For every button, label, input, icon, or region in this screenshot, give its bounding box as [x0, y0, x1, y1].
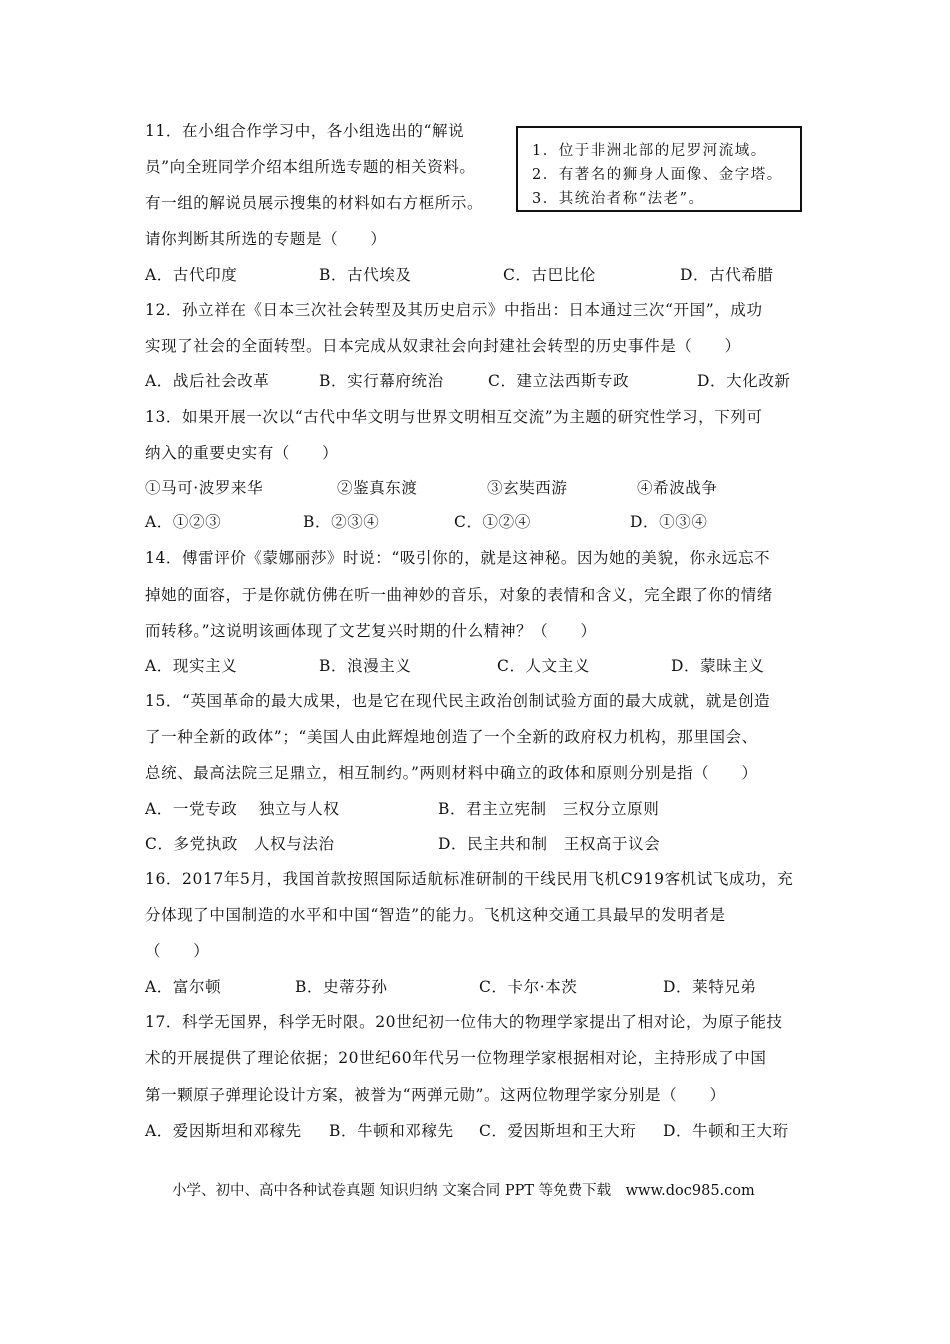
question-17-option-c: C．爱因斯坦和王大珩: [479, 1122, 637, 1140]
question-13-item-4: ④希波战争: [637, 479, 718, 497]
question-13-line-2: 纳入的重要史实有（ ）: [145, 444, 339, 462]
question-15-option-b: B．君主立宪制 三权分立原则: [438, 800, 660, 818]
page-footer: 小学、初中、高中各种试卷真题 知识归纳 文案合同 PPT 等免费下载 www.doc985.com: [172, 1183, 755, 1199]
material-item-1: 1．位于非洲北部的尼罗河流域。: [532, 143, 767, 159]
question-11-option-d: D．古代希腊: [680, 266, 774, 284]
question-17-option-a: A．爱因斯坦和邓稼先: [145, 1122, 302, 1140]
question-17-line-3: 第一颗原子弹理论设计方案，被誉为“两弹元勋”。这两位物理学家分别是（ ）: [145, 1086, 726, 1104]
question-13-item-1: ①马可·波罗来华: [145, 479, 264, 497]
question-14-option-d: D．蒙昧主义: [671, 657, 765, 675]
question-15-line-1: 15．“英国革命的最大成果，也是它在现代民主政治创制试验方面的最大成就，就是创造: [145, 692, 771, 710]
question-14-line-2: 掉她的面容，于是你就仿佛在听一曲神妙的音乐，对象的表情和含义，完全跟了你的情绪: [145, 586, 773, 604]
question-17-option-b: B．牛顿和邓稼先: [329, 1122, 454, 1140]
question-11-option-c: C．古巴比伦: [503, 266, 596, 284]
question-17-line-1: 17．科学无国界，科学无时限。20世纪初一位伟大的物理学家提出了相对论，为原子能技: [145, 1013, 783, 1031]
question-13-option-d: D．①③④: [630, 513, 708, 531]
question-13-line-1: 13．如果开展一次以“古代中华文明与世界文明相互交流”为主题的研究性学习，下列可: [145, 408, 763, 426]
question-12-option-b: B．实行幕府统治: [319, 372, 444, 390]
question-11-line-1: 11．在小组合作学习中，各小组选出的“解说: [145, 122, 465, 140]
question-17-line-2: 术的开展提供了理论依据；20世纪60年代另一位物理学家根据相对论，主持形成了中国: [145, 1049, 767, 1067]
question-11-line-2: 员”向全班同学介绍本组所选专题的相关资料。: [145, 158, 476, 176]
question-13-item-2: ②鉴真东渡: [337, 479, 418, 497]
question-12-line-1: 12．孙立祥在《日本三次社会转型及其历史启示》中指出：日本通过三次“开国”，成功: [145, 301, 763, 319]
question-16-line-2: 分体现了中国制造的水平和中国“智造”的能力。飞机这种交通工具最早的发明者是: [145, 906, 726, 924]
question-15-option-c: C．多党执政 人权与法治: [145, 835, 335, 853]
question-15-line-2: 了一种全新的政体”；“美国人由此辉煌地创造了一个全新的政府权力机构，那里国会、: [145, 728, 758, 746]
question-12-option-d: D．大化改新: [697, 372, 791, 390]
question-16-line-1: 16．2017年5月，我国首款按照国际适航标准研制的干线民用飞机C919客机试飞成功，充: [145, 870, 794, 888]
question-16-option-a: A．富尔顿: [145, 978, 222, 996]
question-13-option-c: C．①②④: [454, 513, 531, 531]
question-11-line-4: 请你判断其所选的专题是（ ）: [145, 230, 387, 248]
question-14-option-c: C．人文主义: [497, 657, 590, 675]
question-14-line-1: 14．傅雷评价《蒙娜丽莎》时说：“吸引你的，就是这神秘。因为她的美貌，你永远忘不: [145, 549, 771, 567]
question-12-option-c: C．建立法西斯专政: [488, 372, 630, 390]
question-11-line-3: 有一组的解说员展示搜集的材料如右方框所示。: [145, 194, 484, 212]
question-14-option-b: B．浪漫主义: [319, 657, 412, 675]
question-11-option-b: B．古代埃及: [319, 266, 412, 284]
question-16-option-d: D．莱特兄弟: [663, 978, 757, 996]
question-17-option-d: D．牛顿和王大珩: [663, 1122, 789, 1140]
question-12-option-a: A．战后社会改革: [145, 372, 270, 390]
question-15-option-a: A．一党专政 独立与人权: [145, 800, 340, 818]
question-11-option-a: A．古代印度: [145, 266, 238, 284]
question-13-option-a: A．①②③: [145, 513, 222, 531]
question-16-option-b: B．史蒂芬孙: [295, 978, 388, 996]
question-14-line-3: 而转移。”这说明该画体现了文艺复兴时期的什么精神？（ ）: [145, 622, 597, 640]
material-item-2: 2．有著名的狮身人面像、金字塔。: [532, 167, 783, 183]
question-16-line-3: （ ）: [145, 942, 210, 960]
question-15-line-3: 总统、最高法院三足鼎立，相互制约。”两则材料中确立的政体和原则分别是指（ ）: [145, 764, 758, 782]
question-13-item-3: ③玄奘西游: [487, 479, 568, 497]
question-15-option-d: D．民主共和制 王权高于议会: [438, 835, 661, 853]
question-16-option-c: C．卡尔·本茨: [479, 978, 578, 996]
material-item-3: 3．其统治者称“法老”。: [532, 191, 705, 207]
question-12-line-2: 实现了社会的全面转型。日本完成从奴隶社会向封建社会转型的历史事件是（ ）: [145, 337, 741, 355]
material-box: [516, 126, 802, 212]
question-14-option-a: A．现实主义: [145, 657, 238, 675]
question-13-option-b: B．②③④: [303, 513, 380, 531]
